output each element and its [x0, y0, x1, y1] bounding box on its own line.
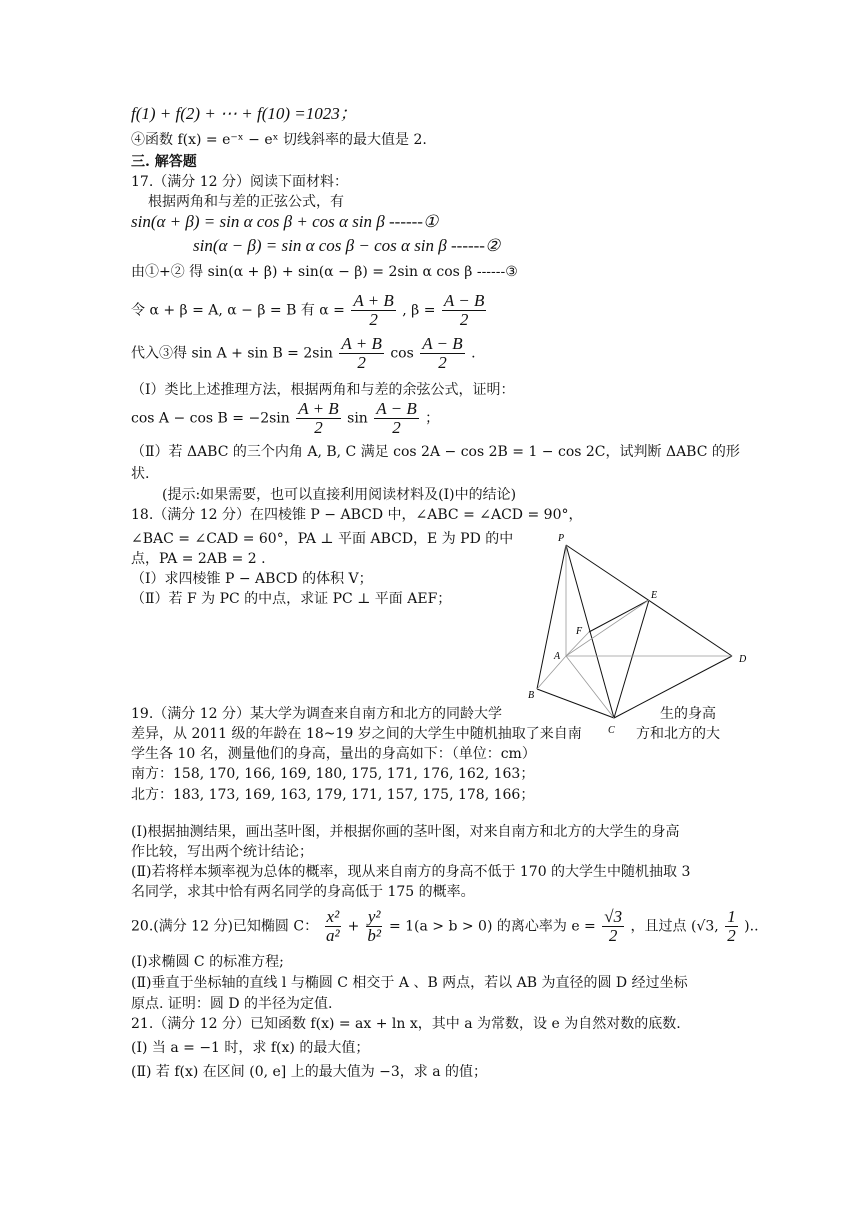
q18-part1: （Ⅰ）求四棱锥 P − ABCD 的体积 V； — [131, 571, 373, 587]
q20-part2-cont: 原点. 证明：圆 D 的半径为定值. — [131, 996, 333, 1012]
q18-part2: （Ⅱ）若 F 为 PC 的中点，求证 PC ⊥ 平面 AEF； — [131, 591, 452, 607]
q17-part2-cont: 状. — [131, 466, 150, 482]
q17-eq3: 由①+② 得 sin(α + β) + sin(α − β) = 2sin α cos β ------③ — [131, 264, 518, 280]
line-sum: f(1) + f(2) + ⋯ + f(10) =1023； — [131, 104, 357, 123]
label-D: D — [739, 654, 747, 665]
q17-result: 代入③得 sin A + sin B = 2sin $\frac{A + B}{2}$ cos $\frac{A - B}{2}$ . — [131, 334, 476, 372]
q17-title: 17.（满分 12 分）阅读下面材料： — [131, 174, 348, 190]
q21-part2: (Ⅱ) 若 f(x) 在区间 (0, e] 上的最大值为 −3，求 a 的值； — [131, 1064, 488, 1080]
q19-part1-cont: 作比较，写出两个统计结论； — [131, 844, 313, 860]
line-statement-4: ④函数 f(x) = e⁻ˣ − eˣ 切线斜率的最大值是 2. — [131, 132, 427, 148]
q20-part1: (Ⅰ)求椭圆 C 的标准方程; — [131, 954, 284, 970]
q19-part2: (Ⅱ)若将样本频率视为总体的概率，现从来自南方的身高不低于 170 的大学生中随机抽取 3 — [131, 864, 691, 880]
q18-cond2: 点，PA = 2AB = 2 . — [131, 551, 266, 567]
q17-hint: (提示:如果需要，也可以直接利用阅读材料及(Ⅰ)中的结论) — [162, 487, 517, 503]
label-P: P — [558, 533, 565, 544]
q19-north: 北方：183, 173, 169, 163, 179, 171, 157, 175, 178, 166； — [131, 787, 535, 803]
q18-cond: ∠BAC = ∠CAD = 60°，PA ⊥ 平面 ABCD，E 为 PD 的中 — [131, 531, 514, 547]
q19-line3: 学生各 10 名，测量他们的身高，量出的身高如下：（单位：cm） — [131, 746, 536, 762]
q19-part2-cont: 名同学，求其中恰有两名同学的身高低于 175 的概率。 — [131, 884, 475, 900]
q19-part1: (Ⅰ)根据抽测结果，画出茎叶图，并根据你画的茎叶图，对来自南方和北方的大学生的身高 — [131, 824, 680, 840]
q17-substitution: 令 α + β = A, α − β = B 有 α = $\frac{A + B}{2}$ , β = $\frac{A - B}{2}$ — [131, 291, 485, 329]
q18-title: 18.（满分 12 分）在四棱锥 P − ABCD 中，∠ABC = ∠ACD = 90°， — [131, 507, 583, 523]
q19-title-right: 生的身高 — [660, 706, 716, 722]
q19-south: 南方：158, 170, 166, 169, 180, 175, 171, 176, 162, 163； — [131, 766, 535, 782]
q21-part1: (Ⅰ) 当 a = −1 时，求 f(x) 的最大值； — [131, 1040, 370, 1056]
q19-line2-right: 方和北方的大 — [636, 726, 720, 742]
q17-part1-eq: cos A − cos B = −2sin $\frac{A + B}{2}$ sin $\frac{A - B}{2}$ ； — [131, 399, 440, 437]
q17-part2: （Ⅱ）若 ΔABC 的三个内角 A, B, C 满足 cos 2A − cos 2B = 1 − cos 2C，试判断 ΔABC 的形 — [131, 444, 740, 460]
q19-title: 19.（满分 12 分）某大学为调查来自南方和北方的同龄大学 — [131, 706, 502, 722]
q17-intro: 根据两角和与差的正弦公式，有 — [148, 194, 344, 210]
label-A: A — [554, 651, 561, 662]
pyramid-figure — [520, 528, 760, 742]
q20-title: 20.(满分 12 分)已知椭圆 C： $\frac{\text{x²}}{\text{a²}}$ + $\frac{\text{y²}}{\text{b²}}$ = 1(a > b > 0) 的离心率为 e = $\frac{√3}{2}$ ，且过点 (√3, $\frac{1}{2}$ ).. — [131, 907, 759, 945]
label-E: E — [651, 590, 658, 601]
q21-title: 21.（满分 12 分）已知函数 f(x) = ax + ln x，其中 a 为常数，设 e 为自然对数的底数. — [131, 1016, 681, 1032]
label-B: B — [528, 690, 535, 701]
q20-part2: (Ⅱ)垂直于坐标轴的直线 l 与椭圆 C 相交于 A 、B 两点，若以 AB 为直径的圆 D 经过坐标 — [131, 975, 688, 991]
label-C: C — [608, 725, 615, 736]
q17-eq2: sin(α − β) = sin α cos β − cos α sin β ------② — [193, 236, 501, 255]
q17-eq1: sin(α + β) = sin α cos β + cos α sin β ------① — [131, 212, 439, 231]
section-heading: 三. 解答题 — [131, 154, 197, 170]
label-F: F — [576, 626, 583, 637]
q17-part1: （Ⅰ）类比上述推理方法，根据两角和与差的余弦公式，证明： — [131, 382, 515, 398]
q19-line2: 差异，从 2011 级的年龄在 18~19 岁之间的大学生中随机抽取了来自南 — [131, 726, 582, 742]
